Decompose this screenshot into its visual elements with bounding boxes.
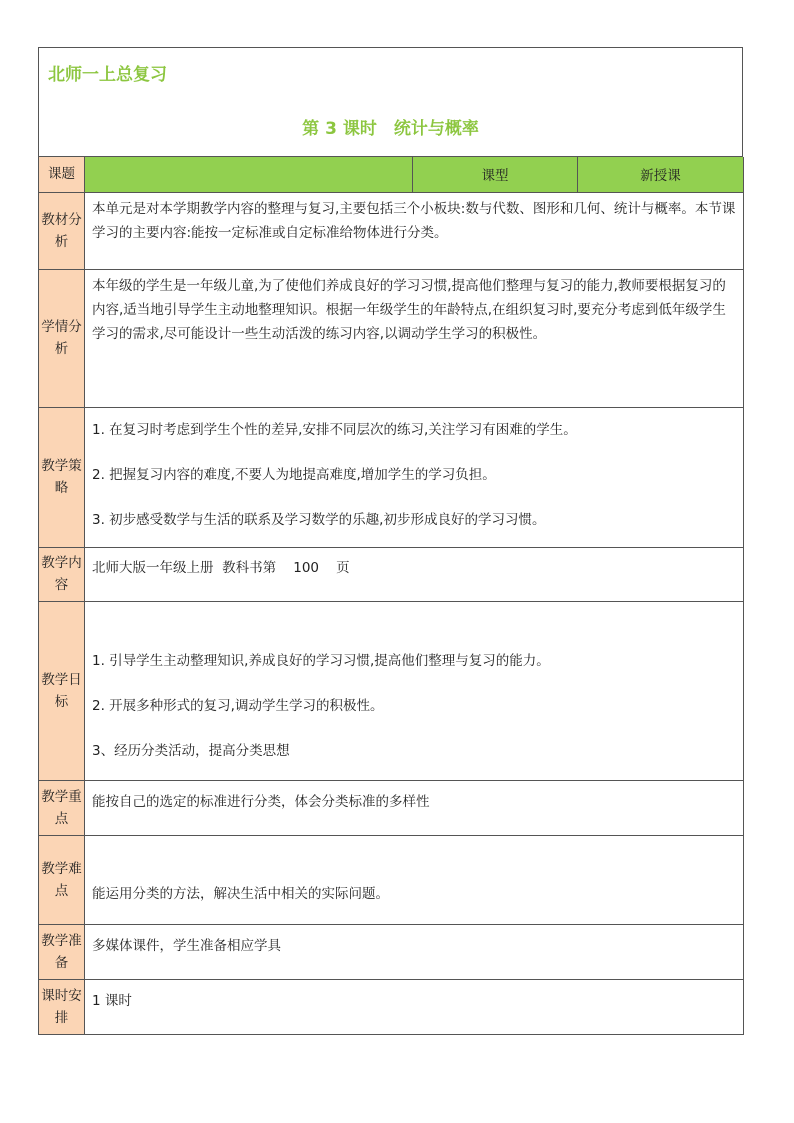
content-label: 教学内容 [39,547,85,601]
key-points-label: 教学重点 [39,780,85,835]
row-strategy [39,407,744,547]
content-text: 北师大版一年级上册 教科书第 100 页 [85,547,744,601]
topic-label: 课题 [39,157,85,192]
row-content [39,547,744,601]
lesson-title: 第 3 课时 统计与概率 [302,119,479,139]
students-label: 学情分析 [39,269,85,407]
info-row [39,157,744,192]
row-schedule [39,979,744,1034]
series-title: 北师一上总复习 [48,65,167,85]
goal-item: 1. 引导学生主动整理知识,养成良好的学习习惯,提高他们整理与复习的能力。 [92,652,550,669]
goals-label: 教学日标 [39,601,85,780]
topic-value [85,157,413,192]
row-goals [39,601,744,780]
schedule-label: 课时安排 [39,979,85,1034]
strategy-item: 3. 初步感受数学与生活的联系及学习数学的乐趣,初步形成良好的学习习惯。 [92,511,546,528]
row-materials [39,192,744,269]
goal-item: 3、经历分类活动，提高分类思想 [92,742,290,759]
students-text: 本年级的学生是一年级儿童,为了使他们养成良好的学习习惯,提高他们整理与复习的能力,教师要根据复习的内容,适当地引导学生主动地整理知识。根据一年级学生的年龄特点,在组织复习时,要充分考虑到低年级学生学习的需求,尽可能设计一些生动活泼的练习内容,以调动学生学习的积极性。 [85,269,744,407]
type-label: 课型 [413,157,578,192]
key-points-text: 能按自己的选定的标准进行分类，体会分类标准的多样性 [85,780,744,835]
lesson-plan-document [38,47,743,1035]
strategy-list [85,407,744,547]
schedule-text: 1 课时 [85,979,744,1034]
difficulties-label: 教学难点 [39,835,85,924]
strategy-item: 2. 把握复习内容的难度,不要人为地提高难度,增加学生的学习负担。 [92,466,496,483]
row-students [39,269,744,407]
goal-item: 2. 开展多种形式的复习,调动学生学习的积极性。 [92,697,384,714]
materials-text: 本单元是对本学期教学内容的整理与复习,主要包括三个小板块:数与代数、图形和几何、统计与概率。本节课学习的主要内容:能按一定标准或自定标准给物体进行分类。 [85,192,744,269]
row-preparation [39,924,744,979]
row-difficulties [39,835,744,924]
materials-label: 教材分析 [39,192,85,269]
preparation-text: 多媒体课件，学生准备相应学具 [85,924,744,979]
strategy-label: 教学策略 [39,407,85,547]
row-key-points [39,780,744,835]
strategy-item: 1. 在复习时考虑到学生个性的差异,安排不同层次的练习,关注学习有困难的学生。 [92,421,577,438]
lesson-plan-table [38,157,744,1035]
preparation-label: 教学准备 [39,924,85,979]
difficulties-text: 能运用分类的方法，解决生活中相关的实际问题。 [85,835,744,924]
goals-list [85,601,744,780]
document-header [38,47,743,157]
type-value: 新授课 [578,157,744,192]
